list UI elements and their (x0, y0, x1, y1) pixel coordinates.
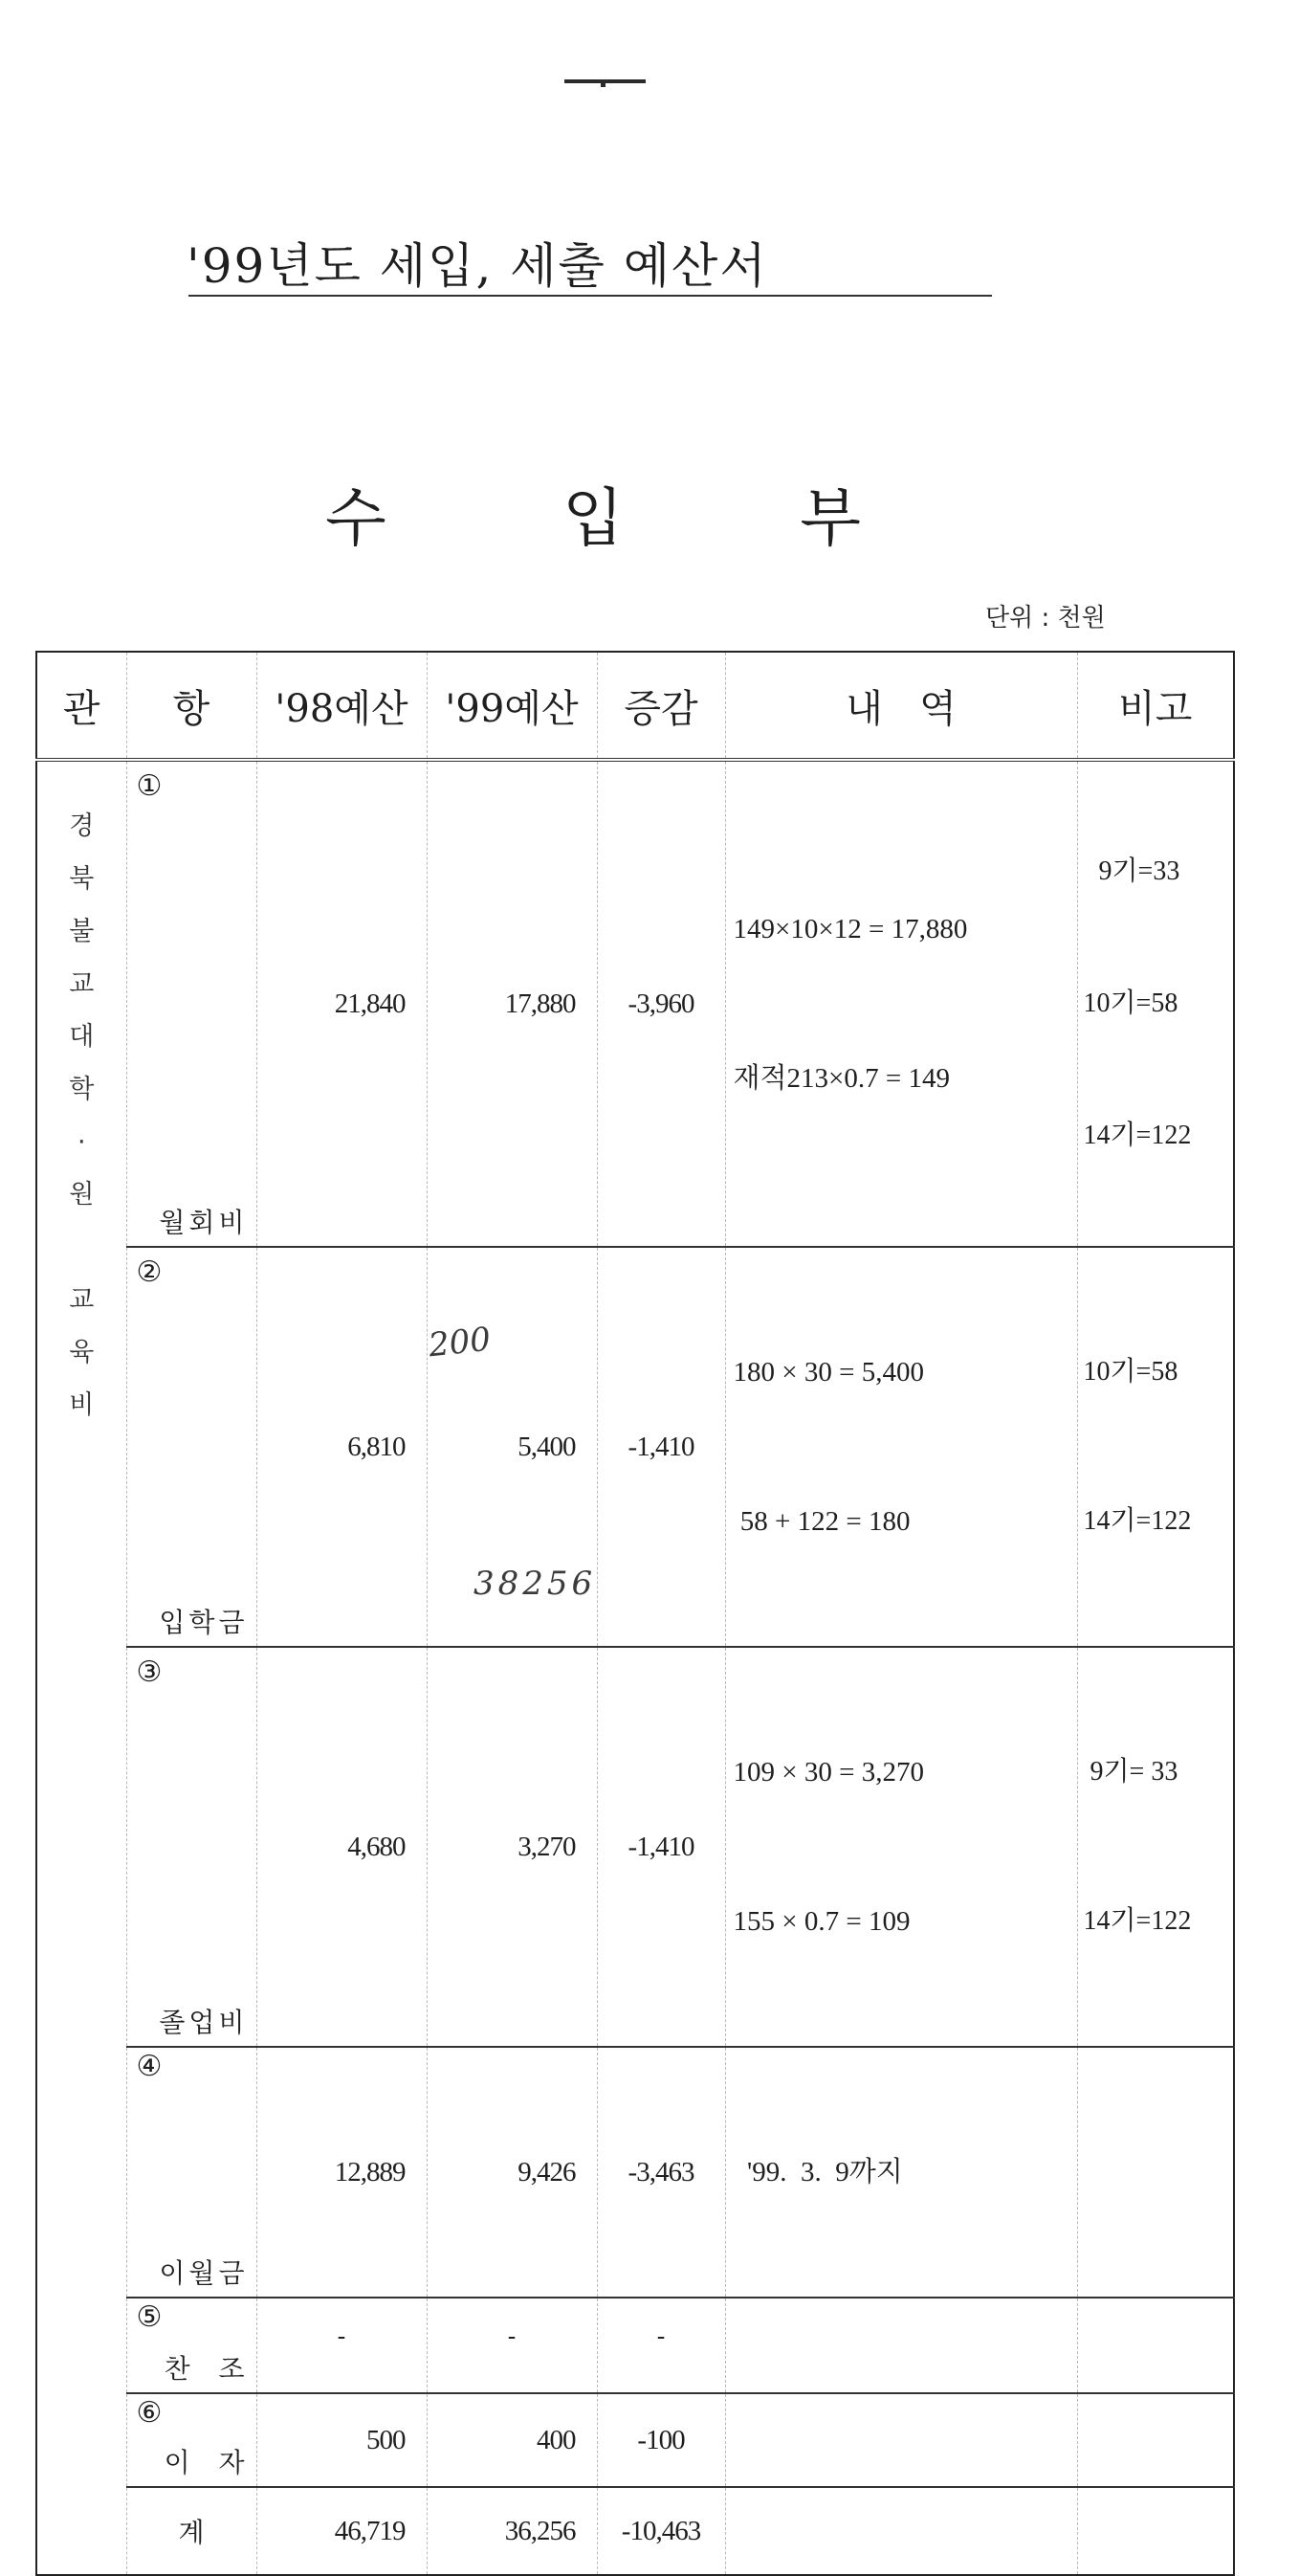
item-number: ② (136, 1255, 163, 1289)
gwan-char: 북 (69, 864, 95, 894)
change-cell: -1,410 (597, 1647, 725, 2047)
budget-99-cell: 9,426 (427, 2047, 597, 2298)
budget-99-cell: 400 (427, 2393, 597, 2487)
item-number: ⑥ (136, 2396, 163, 2430)
gwan-char: 교 (69, 1285, 95, 1315)
item-name: 졸업비 (159, 2007, 249, 2038)
page-mark (564, 79, 646, 83)
item-number: ① (136, 769, 163, 803)
revenue-budget-table-wrap (35, 651, 1233, 2576)
gwan-char (37, 1221, 126, 1274)
note-line: 9기= 33 (1083, 1757, 1178, 1787)
table-header-row (36, 652, 1234, 760)
note-cell (1077, 2487, 1234, 2575)
hang-cell (126, 2393, 256, 2487)
note-line: 9기=33 (1098, 856, 1180, 886)
section-title (325, 467, 861, 558)
note-line: 14기=122 (1083, 1506, 1192, 1536)
header-budget-99: '99예산 (427, 652, 597, 760)
detail-line: 58 + 122 = 180 (733, 1506, 911, 1537)
budget-99-cell: 3,270 (427, 1647, 597, 2047)
detail-cell (725, 2393, 1077, 2487)
hang-cell (126, 2047, 256, 2298)
note-line: 14기=122 (1083, 1906, 1192, 1936)
detail-cell (725, 1247, 1077, 1647)
hang-cell (126, 760, 256, 1247)
table-row (36, 2047, 1234, 2298)
table-row (36, 760, 1234, 1247)
detail-line: '99. 3. 9까지 (733, 2157, 903, 2187)
detail-line: 109 × 30 = 3,270 (733, 1757, 924, 1788)
budget-98-cell: 4,680 (256, 1647, 427, 2047)
change-cell: -1,410 (597, 1247, 725, 1647)
section-title-char: 수 (325, 481, 386, 555)
change-cell: -3,463 (597, 2047, 725, 2298)
hang-cell (126, 1647, 256, 2047)
detail-cell (725, 1647, 1077, 2047)
item-name: 이 자 (164, 2447, 249, 2478)
gwan-char: 경 (69, 811, 95, 841)
detail-cell (725, 760, 1077, 1247)
budget-98-cell: 21,840 (256, 760, 427, 1247)
budget-99-cell: 17,880 (427, 760, 597, 1247)
item-name: 찬 조 (164, 2353, 249, 2385)
handwritten-total-correction: 38256 (473, 1565, 597, 1603)
change-cell (597, 2298, 725, 2393)
detail-cell (725, 2298, 1077, 2393)
budget-99-cell (427, 2298, 597, 2393)
item-number: ③ (136, 1655, 163, 1689)
budget-98-cell (256, 2298, 427, 2393)
note-cell (1077, 1647, 1234, 2047)
revenue-budget-table (35, 651, 1235, 2576)
item-number: ⑤ (136, 2300, 163, 2334)
budget-98-cell: 6,810 (256, 1247, 427, 1647)
note-cell (1077, 2047, 1234, 2298)
note-cell (1077, 2298, 1234, 2393)
unit-label: 단위 : 천원 (985, 604, 1106, 633)
change-cell: -100 (597, 2393, 725, 2487)
empty-dash: - (507, 2322, 517, 2351)
gwan-char: 육 (69, 1338, 95, 1367)
title-underline (188, 295, 992, 297)
item-name: 입학금 (159, 1607, 249, 1638)
gwan-char: 대 (69, 1022, 95, 1052)
header-change: 증감 (597, 652, 725, 760)
gwan-char: 원 (69, 1180, 95, 1210)
note-line: 10기=58 (1083, 1357, 1178, 1387)
total-change: -10,463 (597, 2487, 725, 2575)
gwan-char: 학 (69, 1075, 95, 1104)
header-detail: 내 역 (725, 652, 1077, 760)
empty-dash: - (656, 2322, 666, 2351)
header-hang: 항 (126, 652, 256, 760)
handwritten-sponsorship-amount: 200 (427, 1320, 493, 1366)
total-label: 계 (126, 2487, 256, 2575)
gwan-char: 교 (69, 969, 95, 999)
total-budget-99: 36,256 (427, 2487, 597, 2575)
gwan-char: 불 (69, 917, 95, 946)
detail-line: 155 × 0.7 = 109 (733, 1906, 911, 1937)
budget-99-cell: 5,400 (427, 1247, 597, 1647)
hang-cell (126, 1247, 256, 1647)
note-cell (1077, 2393, 1234, 2487)
note-line: 10기=58 (1083, 988, 1178, 1018)
header-note: 비고 (1077, 652, 1234, 760)
section-title-char: 입 (562, 481, 624, 555)
gwan-cell (36, 760, 126, 2575)
table-row (36, 2298, 1234, 2393)
budget-98-cell: 12,889 (256, 2047, 427, 2298)
document-title: '99년도 세입, 세출 예산서 (187, 238, 768, 294)
table-row (36, 1647, 1234, 2047)
header-budget-98: '98예산 (256, 652, 427, 760)
detail-line: 재적213×0.7 = 149 (733, 1063, 950, 1094)
item-name: 이월금 (159, 2257, 249, 2289)
empty-dash: - (337, 2322, 346, 2351)
detail-line: 180 × 30 = 5,400 (733, 1357, 924, 1388)
note-line: 14기=122 (1083, 1121, 1192, 1150)
header-gwan: 관 (36, 652, 126, 760)
item-name: 월회비 (159, 1207, 249, 1238)
change-cell: -3,960 (597, 760, 725, 1247)
total-budget-98: 46,719 (256, 2487, 427, 2575)
gwan-char: · (77, 1127, 86, 1157)
section-title-char: 부 (800, 481, 861, 555)
budget-98-cell: 500 (256, 2393, 427, 2487)
detail-cell (725, 2487, 1077, 2575)
total-row (36, 2487, 1234, 2575)
gwan-char: 비 (69, 1390, 95, 1420)
note-cell (1077, 760, 1234, 1247)
note-cell (1077, 1247, 1234, 1647)
hang-cell (126, 2298, 256, 2393)
table-row (36, 2393, 1234, 2487)
detail-line: 149×10×12 = 17,880 (733, 914, 968, 944)
table-row (36, 1247, 1234, 1647)
detail-cell (725, 2047, 1077, 2298)
item-number: ④ (136, 2050, 163, 2083)
